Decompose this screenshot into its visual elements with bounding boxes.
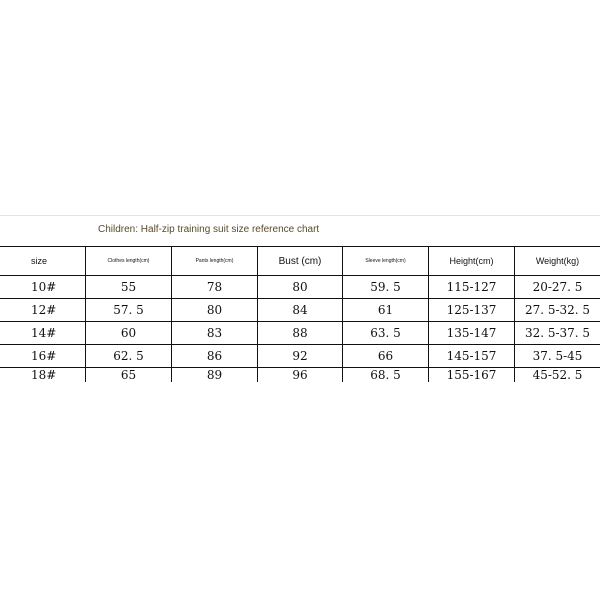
cell-bust: 84: [258, 299, 343, 322]
size-table: [0, 246, 600, 382]
header-row: [0, 247, 600, 276]
cell-clothes-length: 55: [86, 276, 172, 299]
cell-pants-length: 86: [172, 345, 258, 368]
cell-sleeve-length: 61: [343, 299, 429, 322]
cell-size: 12#: [0, 299, 86, 322]
cell-pants-length: 80: [172, 299, 258, 322]
header-weight: Weight(kg): [515, 247, 600, 276]
cell-bust: 88: [258, 322, 343, 345]
table-row: [0, 299, 600, 322]
cell-weight: 27. 5-32. 5: [515, 299, 600, 322]
cell-height: 155-167: [429, 368, 515, 383]
cell-pants-length: 89: [172, 368, 258, 383]
cell-bust: 80: [258, 276, 343, 299]
table-row: [0, 276, 600, 299]
table-row: [0, 368, 600, 383]
cell-bust: 96: [258, 368, 343, 383]
header-pants-length: Pants length(cm): [172, 247, 258, 276]
cell-weight: 20-27. 5: [515, 276, 600, 299]
cell-sleeve-length: 59. 5: [343, 276, 429, 299]
header-bust: Bust (cm): [258, 247, 343, 276]
cell-size: 18#: [0, 368, 86, 383]
cell-height: 115-127: [429, 276, 515, 299]
header-size: size: [0, 247, 86, 276]
cell-height: 135-147: [429, 322, 515, 345]
cell-height: 125-137: [429, 299, 515, 322]
table-row: [0, 322, 600, 345]
cell-weight: 37. 5-45: [515, 345, 600, 368]
cell-height: 145-157: [429, 345, 515, 368]
table-row: [0, 345, 600, 368]
cell-sleeve-length: 68. 5: [343, 368, 429, 383]
cell-bust: 92: [258, 345, 343, 368]
chart-title: Children: Half-zip training suit size reference chart: [98, 224, 320, 235]
cell-size: 14#: [0, 322, 86, 345]
cell-size: 10#: [0, 276, 86, 299]
cell-clothes-length: 60: [86, 322, 172, 345]
cell-weight: 45-52. 5: [515, 368, 600, 383]
top-divider: [0, 215, 600, 216]
header-clothes-length: Clothes length(cm): [86, 247, 172, 276]
header-height: Height(cm): [429, 247, 515, 276]
header-sleeve-length: Sleeve length(cm): [343, 247, 429, 276]
cell-clothes-length: 57. 5: [86, 299, 172, 322]
cell-size: 16#: [0, 345, 86, 368]
cell-pants-length: 78: [172, 276, 258, 299]
cell-clothes-length: 62. 5: [86, 345, 172, 368]
cell-sleeve-length: 63. 5: [343, 322, 429, 345]
cell-clothes-length: 65: [86, 368, 172, 383]
cell-pants-length: 83: [172, 322, 258, 345]
cell-sleeve-length: 66: [343, 345, 429, 368]
cell-weight: 32. 5-37. 5: [515, 322, 600, 345]
